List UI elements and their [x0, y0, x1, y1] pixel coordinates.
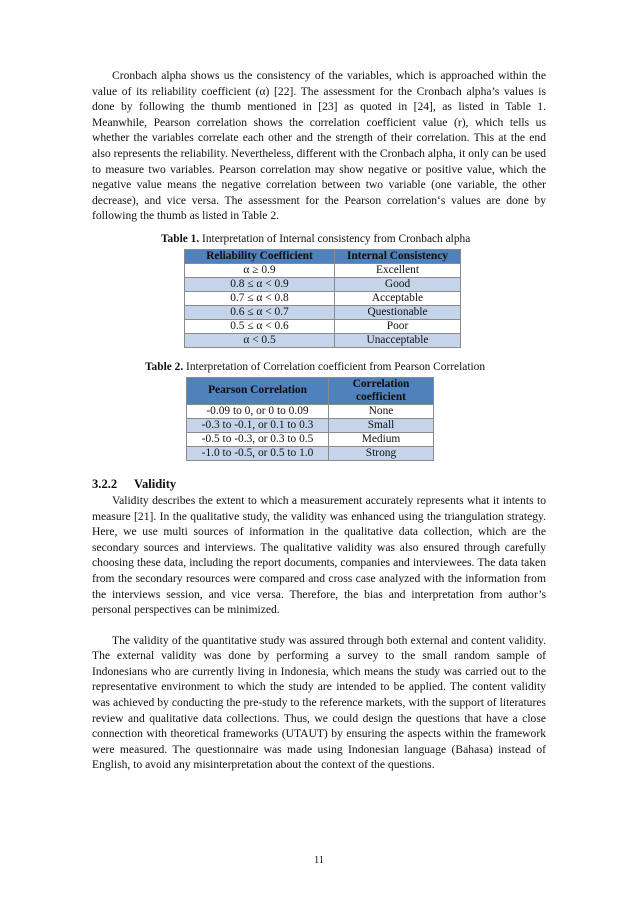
paragraph-validity-quantitative: The validity of the quantitative study was assured through both external and content validity. The external validity was done by performing a survey to the small random sample of Indonesians who are currently living in Indonesia, which means the study was carried out to the representative environment to which the study are intended to be applied. The content validity was achieved by conducting the pre-study to the reference markets, with the support of literatures review and qualitative data collections. Thus, we could design the questions that have a close connection with theoretical frameworks (UTAUT) by ensuring the aspects within the framework were measured. The questionnaire was made using Indonesian language (Bahasa) instead of English, to avoid any misinterpretation about the context of the questions.: [92, 633, 546, 772]
table-header-row: [185, 249, 461, 263]
table-cell: 0.5 ≤ α < 0.6: [185, 319, 335, 333]
table-cell: -1.0 to -0.5, or 0.5 to 1.0: [187, 446, 329, 460]
section-number: 3.2.2: [92, 476, 118, 491]
table-cell: 0.8 ≤ α < 0.9: [185, 277, 335, 291]
table-cell: Unacceptable: [335, 333, 461, 347]
table-cell: Medium: [329, 432, 434, 446]
table-cell: Strong: [329, 446, 434, 460]
paragraph-validity-qualitative: Validity describes the extent to which a measurement accurately represents what it intents to measure [21]. In the qualitative study, the validity was enhanced using the triangulation strategy. Here, we use multi sources of information in the qualitative data collection, which are the secondary sources and interviews. The qualitative validity was also ensured through carefully choosing these data, including the report documents, companies and interviewees. The data taken from the secondary resources were compared and cross case analyzed with the information from the interviews session, and vice versa. Therefore, the bias and interpretation from author’s personal perspectives can be minimized.: [92, 493, 546, 617]
table-cell: None: [329, 404, 434, 418]
table1-caption-text: Interpretation of Internal consistency from Cronbach alpha: [199, 232, 471, 245]
section-heading: [92, 477, 546, 492]
table2-caption-text: Interpretation of Correlation coefficient from Pearson Correlation: [183, 360, 486, 373]
table-cell: α ≥ 0.9: [185, 263, 335, 277]
table-cell: Poor: [335, 319, 461, 333]
table-cell: -0.3 to -0.1, or 0.1 to 0.3: [187, 418, 329, 432]
table1-caption-label: Table 1.: [161, 232, 200, 245]
table-row: [185, 291, 461, 305]
table-header-cell: Reliability Coefficient: [185, 249, 335, 263]
table1-caption: [92, 232, 546, 247]
page-content: [92, 68, 546, 773]
table-header-row: [187, 377, 434, 404]
table-cell: 0.6 ≤ α < 0.7: [185, 305, 335, 319]
table-cell: -0.09 to 0, or 0 to 0.09: [187, 404, 329, 418]
paragraph-gap: [92, 618, 546, 633]
table-row: [187, 446, 434, 460]
table-row: [187, 418, 434, 432]
table-row: [185, 319, 461, 333]
table-header-cell: Pearson Correlation: [187, 377, 329, 404]
table-row: [185, 305, 461, 319]
cronbach-alpha-table: [184, 249, 461, 348]
table-row: [185, 263, 461, 277]
table-cell: 0.7 ≤ α < 0.8: [185, 291, 335, 305]
table-cell: α < 0.5: [185, 333, 335, 347]
table-cell: Excellent: [335, 263, 461, 277]
table-row: [185, 333, 461, 347]
table-row: [185, 277, 461, 291]
table-header-cell: Correlation coefficient: [329, 377, 434, 404]
page-number: 11: [313, 855, 325, 866]
paragraph-reliability: Cronbach alpha shows us the consistency of the variables, which is approached within the value of its reliability coefficient (α) [22]. The assessment for the Cronbach alpha’s values is done by following the thumb mentioned in [23] as quoted in [24], as listed in Table 1. Meanwhile, Pearson correlation shows the correlation coefficient value (r), which tells us whether the variables correlate each other and the strength of their correlation. This at the end also represents the reliability. Nevertheless, different with the Cronbach alpha, it only can be used to measure two variables. Pearson correlation may show negative or positive value, which the negative value means the negative correlation between two variable (one variable, the other decrease), and vice versa. The assessment for the Pearson correlation‘s values are done by following the thumb as listed in Table 2.: [92, 69, 546, 223]
table-cell: Questionable: [335, 305, 461, 319]
table2-caption: [92, 360, 546, 375]
table-cell: Small: [329, 418, 434, 432]
table-cell: Acceptable: [335, 291, 461, 305]
table-cell: -0.5 to -0.3, or 0.3 to 0.5: [187, 432, 329, 446]
table-cell: Good: [335, 277, 461, 291]
table-row: [187, 432, 434, 446]
section-title: Validity: [134, 476, 177, 491]
table-header-cell: Internal Consistency: [335, 249, 461, 263]
pearson-correlation-table: [186, 377, 434, 461]
table2-caption-label: Table 2.: [145, 360, 184, 373]
table-row: [187, 404, 434, 418]
